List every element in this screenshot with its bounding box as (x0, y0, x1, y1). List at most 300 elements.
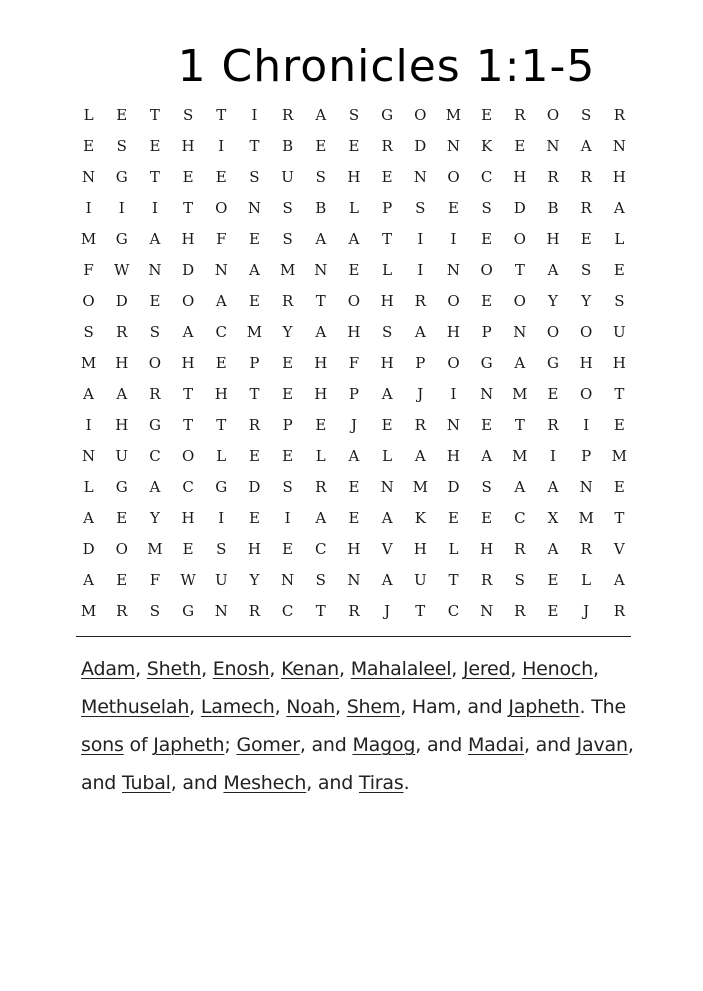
grid-letter[interactable]: E (116, 106, 128, 124)
grid-letter[interactable]: E (580, 230, 592, 248)
passage-text: , and (170, 772, 224, 794)
grid-letter[interactable]: O (580, 385, 593, 403)
grid-letter[interactable]: H (247, 540, 261, 558)
grid-letter[interactable]: M (279, 261, 296, 279)
grid-letter[interactable]: T (382, 230, 393, 248)
grid-letter[interactable]: I (417, 261, 424, 279)
grid-letter[interactable]: C (215, 323, 228, 341)
grid-letter[interactable]: O (347, 292, 361, 310)
grid-letter[interactable]: O (447, 354, 460, 372)
grid-letter[interactable]: E (149, 137, 161, 155)
grid-letter[interactable]: N (446, 261, 461, 279)
grid-letter[interactable]: K (481, 137, 493, 155)
grid-letter[interactable]: A (348, 230, 360, 248)
grid-letter[interactable]: A (249, 261, 260, 279)
grid-letter[interactable]: D (115, 292, 128, 310)
grid-letter[interactable]: E (448, 199, 459, 217)
grid-letter[interactable]: R (281, 292, 294, 310)
grid-letter[interactable]: Y (548, 292, 558, 310)
grid-letter[interactable]: R (315, 478, 327, 496)
grid-letter[interactable]: N (247, 199, 261, 217)
grid-letter[interactable]: A (149, 478, 161, 496)
grid-letter[interactable]: G (480, 354, 493, 372)
grid-letter[interactable]: L (83, 106, 94, 124)
grid-letter[interactable]: S (116, 137, 127, 155)
grid-letter[interactable]: S (249, 168, 260, 186)
grid-row (72, 286, 636, 317)
grid-letter[interactable]: O (148, 354, 162, 372)
grid-row (72, 255, 636, 286)
grid-letter[interactable]: I (550, 447, 556, 465)
grid-letter[interactable]: O (414, 106, 427, 124)
grid-letter[interactable]: D (414, 137, 427, 155)
grid-letter[interactable]: E (248, 230, 260, 248)
grid-letter[interactable]: J (417, 385, 424, 403)
grid-letter[interactable]: H (181, 509, 195, 527)
grid-letter[interactable]: E (282, 385, 294, 403)
grid-letter[interactable]: H (446, 447, 461, 465)
grid-letter[interactable]: E (381, 416, 393, 434)
grid-letter[interactable]: F (149, 571, 161, 589)
grid-letter[interactable]: U (413, 571, 427, 589)
grid-letter[interactable]: M (412, 478, 428, 496)
grid-letter[interactable]: O (580, 323, 593, 341)
grid-letter[interactable]: A (182, 323, 194, 341)
grid-letter[interactable]: O (215, 199, 228, 217)
hidden-word: Lamech (200, 696, 275, 718)
grid-letter[interactable]: H (347, 168, 361, 186)
grid-letter[interactable]: D (447, 478, 460, 496)
grid-letter[interactable]: S (514, 571, 525, 589)
grid-letter[interactable]: E (613, 261, 625, 279)
grid-letter[interactable]: J (350, 416, 357, 434)
grid-letter[interactable]: J (583, 602, 590, 620)
grid-letter[interactable]: E (149, 292, 161, 310)
passage-text: , Ham, and (400, 696, 509, 718)
grid-letter[interactable]: R (613, 106, 625, 124)
grid-letter[interactable]: A (613, 199, 625, 217)
grid-letter[interactable]: U (281, 168, 294, 186)
grid-letter[interactable]: X (547, 509, 559, 527)
grid-letter[interactable]: N (281, 571, 295, 589)
grid-letter[interactable]: N (380, 478, 394, 496)
grid-letter[interactable]: N (446, 416, 461, 434)
grid-letter[interactable]: O (546, 323, 560, 341)
grid-letter[interactable]: E (348, 261, 360, 279)
grid-letter[interactable]: H (612, 354, 626, 372)
grid-letter[interactable]: T (514, 416, 525, 434)
grid-letter[interactable]: E (116, 571, 128, 589)
grid-letter[interactable]: E (348, 509, 360, 527)
grid-letter[interactable]: R (547, 168, 559, 186)
grid-letter[interactable]: T (249, 137, 260, 155)
grid-letter[interactable]: R (514, 106, 526, 124)
grid-letter[interactable]: M (80, 230, 97, 248)
grid-letter[interactable]: H (181, 137, 195, 155)
grid-letter[interactable]: T (315, 292, 326, 310)
grid-letter[interactable]: E (248, 447, 260, 465)
grid-letter[interactable]: M (80, 602, 97, 620)
grid-letter[interactable]: C (182, 478, 194, 496)
grid-letter[interactable]: A (83, 385, 94, 403)
grid-letter[interactable]: E (282, 447, 294, 465)
grid-letter[interactable]: G (215, 478, 228, 496)
grid-letter[interactable]: H (546, 230, 560, 248)
grid-letter[interactable]: M (512, 385, 528, 403)
grid-letter[interactable]: E (481, 416, 493, 434)
grid-letter[interactable]: R (381, 137, 393, 155)
grid-letter[interactable]: E (315, 416, 327, 434)
grid-letter[interactable]: S (381, 323, 393, 341)
grid-letter[interactable]: N (148, 261, 162, 279)
grid-letter[interactable]: O (513, 230, 526, 248)
grid-letter[interactable]: H (380, 292, 394, 310)
grid-letter[interactable]: R (116, 602, 128, 620)
grid-letter[interactable]: T (448, 571, 459, 589)
grid-letter[interactable]: C (480, 168, 493, 186)
grid-letter[interactable]: V (613, 540, 625, 558)
grid-letter[interactable]: I (85, 416, 92, 434)
grid-letter[interactable]: M (578, 509, 594, 527)
grid-letter[interactable]: H (314, 354, 328, 372)
grid-letter[interactable]: T (415, 602, 426, 620)
grid-letter[interactable]: R (514, 602, 526, 620)
grid-letter[interactable]: L (614, 230, 625, 248)
grid-letter[interactable]: S (315, 571, 326, 589)
grid-letter[interactable]: A (414, 447, 426, 465)
grid-letter[interactable]: A (547, 478, 559, 496)
grid-letter[interactable]: C (447, 602, 460, 620)
grid-letter[interactable]: M (147, 540, 163, 558)
passage-text: , and (306, 772, 359, 794)
grid-letter[interactable]: H (347, 540, 361, 558)
grid-letter[interactable]: E (282, 354, 294, 372)
grid-letter[interactable]: R (580, 540, 592, 558)
grid-letter[interactable]: E (248, 509, 260, 527)
grid-letter[interactable]: S (581, 261, 592, 279)
grid-letter[interactable]: T (216, 106, 227, 124)
grid-letter[interactable]: S (149, 602, 161, 620)
grid-letter[interactable]: L (382, 447, 393, 465)
grid-letter[interactable]: A (348, 447, 360, 465)
grid-letter[interactable]: P (249, 354, 260, 372)
grid-letter[interactable]: I (284, 509, 291, 527)
grid-letter[interactable]: R (580, 199, 592, 217)
grid-letter[interactable]: T (183, 416, 194, 434)
grid-letter[interactable]: C (514, 509, 526, 527)
grid-letter[interactable]: H (513, 168, 527, 186)
grid-letter[interactable]: T (183, 199, 194, 217)
grid-letter[interactable]: G (115, 168, 128, 186)
grid-letter[interactable]: S (614, 292, 625, 310)
grid-letter[interactable]: A (381, 385, 393, 403)
grid-letter[interactable]: W (180, 571, 196, 589)
passage-text: , and (81, 734, 634, 794)
grid-letter[interactable]: P (581, 447, 592, 465)
grid-letter[interactable]: O (181, 447, 195, 465)
grid-letter[interactable]: I (218, 509, 225, 527)
grid-letter[interactable]: S (481, 199, 492, 217)
grid-letter[interactable]: R (547, 416, 559, 434)
grid-letter[interactable]: Y (282, 323, 293, 341)
grid-letter[interactable]: O (447, 292, 460, 310)
grid-letter[interactable]: K (414, 509, 426, 527)
grid-letter[interactable]: D (248, 478, 261, 496)
grid-letter[interactable]: E (215, 168, 227, 186)
grid-letter[interactable]: N (480, 385, 494, 403)
grid-letter[interactable]: Y (581, 292, 592, 310)
grid-letter[interactable]: H (314, 385, 328, 403)
grid-letter[interactable]: N (214, 261, 228, 279)
grid-letter[interactable]: E (282, 540, 294, 558)
grid-letter[interactable]: A (315, 230, 327, 248)
grid-letter[interactable]: E (613, 416, 625, 434)
grid-letter[interactable]: T (249, 385, 260, 403)
grid-letter[interactable]: I (417, 230, 424, 248)
grid-letter[interactable]: M (246, 323, 263, 341)
grid-letter[interactable]: I (450, 230, 457, 248)
grid-letter[interactable]: G (547, 354, 559, 372)
grid-letter[interactable]: U (613, 323, 626, 341)
grid-letter[interactable]: E (348, 478, 360, 496)
grid-letter[interactable]: P (382, 199, 393, 217)
grid-letter[interactable]: E (547, 385, 559, 403)
grid-letter[interactable]: O (447, 168, 460, 186)
grid-letter[interactable]: E (315, 137, 327, 155)
grid-letter[interactable]: E (83, 137, 95, 155)
grid-letter[interactable]: D (82, 540, 95, 558)
grid-letter[interactable]: S (481, 478, 492, 496)
grid-letter[interactable]: E (481, 509, 493, 527)
grid-letter[interactable]: T (149, 168, 160, 186)
grid-letter[interactable]: I (450, 385, 457, 403)
grid-letter[interactable]: W (114, 261, 130, 279)
grid-letter[interactable]: C (149, 447, 161, 465)
grid-letter[interactable]: A (514, 354, 526, 372)
grid-letter[interactable]: O (480, 261, 493, 279)
grid-letter[interactable]: E (448, 509, 459, 527)
grid-letter[interactable]: I (583, 416, 590, 434)
grid-letter[interactable]: N (82, 168, 96, 186)
grid-letter[interactable]: N (513, 323, 527, 341)
grid-letter[interactable]: E (116, 509, 128, 527)
grid-letter[interactable]: Y (249, 571, 260, 589)
grid-letter[interactable]: E (514, 137, 526, 155)
grid-letter[interactable]: N (546, 137, 560, 155)
grid-letter[interactable]: A (381, 571, 393, 589)
grid-letter[interactable]: E (381, 168, 393, 186)
grid-letter[interactable]: E (348, 137, 360, 155)
grid-letter[interactable]: M (611, 447, 628, 465)
grid-letter[interactable]: N (214, 602, 228, 620)
grid-letter[interactable]: R (580, 168, 592, 186)
grid-letter[interactable]: G (182, 602, 195, 620)
grid-letter[interactable]: A (315, 323, 327, 341)
grid-letter[interactable]: N (82, 447, 96, 465)
grid-letter[interactable]: R (414, 292, 426, 310)
grid-letter[interactable]: I (118, 199, 125, 217)
grid-letter[interactable]: L (382, 261, 393, 279)
grid-letter[interactable]: A (580, 137, 592, 155)
grid-letter[interactable]: N (413, 168, 427, 186)
grid-letter[interactable]: O (513, 292, 526, 310)
grid-letter[interactable]: A (315, 509, 327, 527)
grid-letter[interactable]: N (347, 571, 361, 589)
hidden-word: Tubal (122, 772, 171, 794)
grid-letter[interactable]: T (514, 261, 525, 279)
grid-letter[interactable]: I (151, 199, 158, 217)
grid-letter[interactable]: M (445, 106, 462, 124)
word-search-grid (72, 100, 636, 627)
grid-letter[interactable]: R (281, 106, 294, 124)
grid-letter[interactable]: N (314, 261, 328, 279)
grid-letter[interactable]: S (348, 106, 360, 124)
grid-letter[interactable]: S (315, 168, 326, 186)
grid-letter[interactable]: T (183, 385, 194, 403)
grid-letter[interactable]: F (348, 354, 360, 372)
grid-letter[interactable]: N (612, 137, 626, 155)
grid-letter[interactable]: O (181, 292, 195, 310)
grid-letter[interactable]: N (446, 137, 461, 155)
grid-letter[interactable]: B (547, 199, 559, 217)
grid-letter[interactable]: E (248, 292, 260, 310)
passage-text: , (269, 658, 282, 680)
grid-letter[interactable]: R (613, 602, 625, 620)
grid-letter[interactable]: Y (149, 509, 160, 527)
grid-letter[interactable]: V (381, 540, 393, 558)
grid-letter[interactable]: I (251, 106, 258, 124)
grid-letter[interactable]: E (481, 106, 493, 124)
grid-letter[interactable]: R (481, 571, 493, 589)
grid-letter[interactable]: U (214, 571, 228, 589)
grid-letter[interactable]: H (214, 385, 228, 403)
grid-letter[interactable]: L (581, 571, 592, 589)
grid-letter[interactable]: H (347, 323, 361, 341)
grid-letter[interactable]: F (83, 261, 94, 279)
grid-letter[interactable]: P (282, 416, 293, 434)
grid-letter[interactable]: R (348, 602, 360, 620)
grid-letter[interactable]: H (181, 354, 195, 372)
grid-letter[interactable]: E (481, 292, 493, 310)
grid-letter[interactable]: A (83, 509, 94, 527)
grid-letter[interactable]: S (282, 230, 293, 248)
grid-letter[interactable]: H (446, 323, 461, 341)
grid-letter[interactable]: L (448, 540, 459, 558)
grid-letter[interactable]: O (115, 540, 128, 558)
grid-letter[interactable]: C (281, 602, 294, 620)
grid-letter[interactable]: T (614, 509, 625, 527)
grid-letter[interactable]: H (579, 354, 593, 372)
grid-letter[interactable]: R (414, 416, 426, 434)
grid-letter[interactable]: L (348, 199, 359, 217)
grid-letter[interactable]: L (216, 447, 227, 465)
grid-letter[interactable]: E (481, 230, 493, 248)
grid-letter[interactable]: A (481, 447, 493, 465)
grid-letter[interactable]: A (414, 323, 426, 341)
grid-letter[interactable]: R (116, 323, 128, 341)
grid-letter[interactable]: T (614, 385, 625, 403)
grid-letter[interactable]: A (315, 106, 327, 124)
grid-letter[interactable]: G (381, 106, 394, 124)
grid-letter[interactable]: S (182, 106, 194, 124)
grid-letter[interactable]: S (282, 478, 293, 496)
grid-letter[interactable]: E (547, 571, 559, 589)
grid-letter[interactable]: O (82, 292, 95, 310)
grid-letter[interactable]: I (85, 199, 92, 217)
grid-letter[interactable]: G (115, 230, 128, 248)
grid-letter[interactable]: S (282, 199, 293, 217)
grid-letter[interactable]: T (315, 602, 326, 620)
grid-letter[interactable]: D (513, 199, 526, 217)
grid-letter[interactable]: J (384, 602, 391, 620)
grid-letter[interactable]: E (547, 602, 559, 620)
grid-letter[interactable]: L (83, 478, 94, 496)
grid-letter[interactable]: R (248, 602, 261, 620)
grid-letter[interactable]: C (315, 540, 327, 558)
grid-letter[interactable]: D (182, 261, 195, 279)
grid-letter[interactable]: L (315, 447, 326, 465)
grid-letter[interactable]: T (216, 416, 227, 434)
grid-letter[interactable]: H (181, 230, 195, 248)
grid-letter[interactable]: R (248, 416, 261, 434)
grid-letter[interactable]: A (381, 509, 393, 527)
grid-letter[interactable]: I (218, 137, 225, 155)
grid-letter[interactable]: E (215, 354, 227, 372)
grid-letter[interactable]: H (115, 354, 129, 372)
grid-letter[interactable]: P (348, 385, 359, 403)
grid-letter[interactable]: E (182, 540, 194, 558)
grid-letter[interactable]: A (149, 230, 161, 248)
grid-letter[interactable]: A (547, 540, 559, 558)
grid-letter[interactable]: S (83, 323, 94, 341)
grid-letter[interactable]: H (413, 540, 427, 558)
grid-letter[interactable]: M (80, 354, 97, 372)
grid-letter[interactable]: F (216, 230, 227, 248)
grid-letter[interactable]: G (115, 478, 128, 496)
grid-letter[interactable]: N (579, 478, 593, 496)
grid-letter[interactable]: P (481, 323, 492, 341)
grid-letter[interactable]: H (380, 354, 394, 372)
grid-letter[interactable]: A (514, 478, 526, 496)
grid-letter[interactable]: R (514, 540, 526, 558)
grid-letter[interactable]: H (612, 168, 626, 186)
grid-letter[interactable]: A (116, 385, 128, 403)
grid-letter[interactable]: N (480, 602, 494, 620)
grid-letter[interactable]: T (149, 106, 160, 124)
grid-letter[interactable]: E (182, 168, 194, 186)
grid-letter[interactable]: P (415, 354, 426, 372)
grid-letter[interactable]: O (546, 106, 560, 124)
grid-letter[interactable]: S (149, 323, 161, 341)
grid-letter[interactable]: H (115, 416, 129, 434)
grid-letter[interactable]: A (547, 261, 559, 279)
grid-letter[interactable]: S (415, 199, 426, 217)
grid-letter[interactable]: B (315, 199, 327, 217)
grid-letter[interactable]: A (215, 292, 227, 310)
grid-letter[interactable]: G (148, 416, 161, 434)
grid-letter[interactable]: S (581, 106, 592, 124)
grid-letter[interactable]: U (115, 447, 129, 465)
grid-row (72, 131, 636, 162)
grid-letter[interactable]: H (480, 540, 494, 558)
grid-letter[interactable]: B (282, 137, 294, 155)
grid-letter[interactable]: M (512, 447, 528, 465)
grid-letter[interactable]: S (216, 540, 227, 558)
grid-letter[interactable]: A (613, 571, 625, 589)
grid-letter[interactable]: A (83, 571, 94, 589)
grid-letter[interactable]: E (613, 478, 625, 496)
grid-letter[interactable]: R (149, 385, 161, 403)
